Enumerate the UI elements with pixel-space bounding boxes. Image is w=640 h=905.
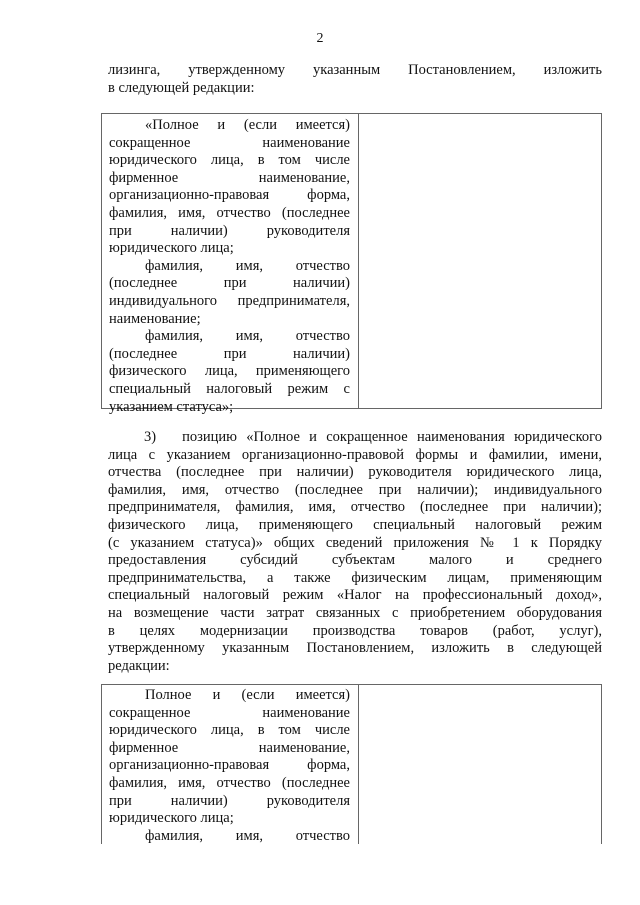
cell-text-line: наименование; <box>109 310 201 327</box>
text-line: редакции: <box>108 657 170 674</box>
cell-text-line: фамилия, имя, отчество <box>145 827 350 844</box>
text-line: фамилия, имя, отчество (последнее при наличии); индивидуального <box>108 481 602 498</box>
cell-text-line: фамилия, имя, отчество <box>145 328 350 345</box>
cell-text-line: специальный налоговый режим с <box>109 380 350 397</box>
cell-text-line: «Полное и (если имеется) <box>145 117 350 133</box>
cell-text-line: указанием статуса»; <box>109 398 234 415</box>
intro-paragraph <box>108 62 602 97</box>
cell-text-line: организационно-правовая форма, <box>109 187 350 204</box>
text-line: на возмещение части затрат связанных с приобретением оборудования <box>108 604 602 621</box>
text-line: лизинга, утвержденному указанным Постановлением, изложить <box>108 62 602 78</box>
cell-text-line: юридического лица, в том числе <box>109 722 350 739</box>
table-position-3 <box>101 684 602 844</box>
text-line: в следующей редакции: <box>108 79 255 96</box>
table-left-cell <box>109 117 350 416</box>
page-number: 2 <box>316 31 324 46</box>
cell-text-line: Полное и (если имеется) <box>145 687 350 703</box>
cell-text-line: сокращенное наименование <box>109 704 350 721</box>
cell-text-line: юридического лица, в том числе <box>109 152 350 169</box>
cell-text-line: сокращенное наименование <box>109 134 350 151</box>
cell-text-line: при наличии) руководителя <box>109 792 350 809</box>
cell-text-line: физического лица, применяющего <box>109 363 350 380</box>
table-left-cell <box>109 687 350 845</box>
text-line: предоставления субсидий субъектам малого и среднего <box>108 552 602 569</box>
table-column-divider <box>358 685 359 844</box>
paragraph-first-line <box>108 429 602 447</box>
cell-text-line: фирменное наименование, <box>109 169 350 186</box>
cell-text-line: фирменное наименование, <box>109 739 350 756</box>
cell-text-line: индивидуального предпринимателя, <box>109 292 350 309</box>
cell-text-line: при наличии) руководителя <box>109 222 350 239</box>
text-line: утвержденному указанным Постановлением, изложить в следующей <box>108 640 602 657</box>
cell-text-line: фамилия, имя, отчество (последнее <box>109 204 350 221</box>
text-line: специальный налоговый режим «Налог на профессиональный доход», <box>108 587 602 604</box>
text-line: в целях модернизации производства товаров (работ, услуг), <box>108 622 602 639</box>
cell-text-line: юридического лица; <box>109 240 234 257</box>
cell-text-line: фамилия, имя, отчество <box>145 257 350 274</box>
table-position-1 <box>101 113 602 415</box>
text-line: предпринимательства, а также физическим лицам, применяющим <box>108 569 602 586</box>
text-line: предпринимателя, фамилия, имя, отчество (последнее при наличии); <box>108 499 602 516</box>
table-column-divider <box>358 114 359 408</box>
cell-text-line: фамилия, имя, отчество (последнее <box>109 774 350 791</box>
item-number: 3) <box>144 429 157 445</box>
paragraph-item-3 <box>108 429 602 675</box>
text-line: (с указанием статуса)» общих сведений приложения № 1 к Порядку <box>108 534 602 551</box>
text-line: лица с указанием организационно-правовой формы и фамилии, имени, <box>108 446 602 463</box>
text-line: физического лица, применяющего специальный налоговый режим <box>108 516 602 533</box>
text-line: отчества (последнее при наличии) руководителя юридического лица, <box>108 464 602 481</box>
cell-text-line: организационно-правовая форма, <box>109 757 350 774</box>
item-first-line-text: позицию «Полное и сокращенное наименования юридического <box>182 429 602 445</box>
cell-text-line: (последнее при наличии) <box>109 275 350 292</box>
cell-text-line: (последнее при наличии) <box>109 345 350 362</box>
cell-text-line: юридического лица; <box>109 810 234 827</box>
